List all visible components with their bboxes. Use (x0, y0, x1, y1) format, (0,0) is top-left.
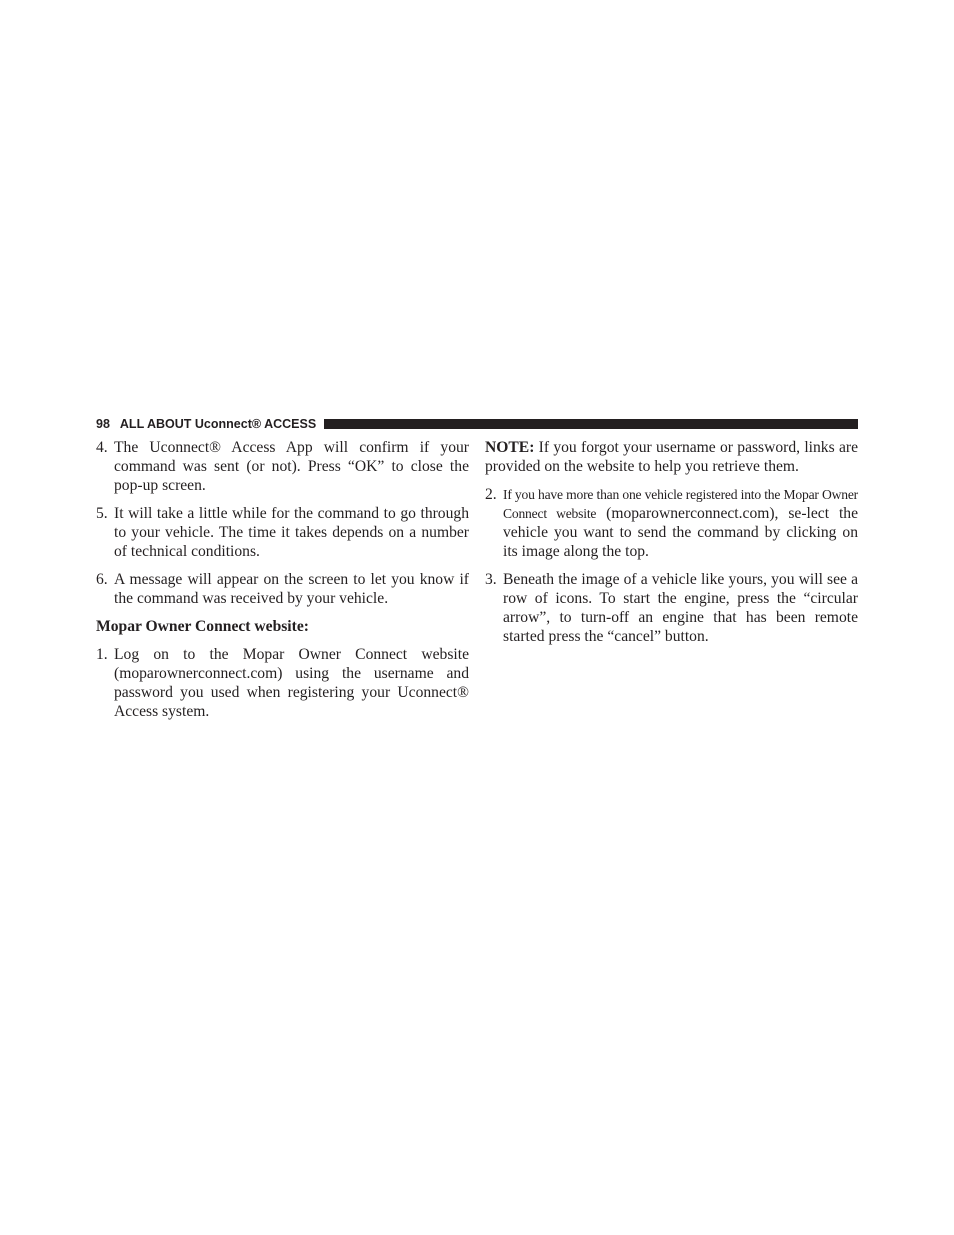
subheading: Mopar Owner Connect website: (96, 618, 309, 635)
note-label: NOTE: (485, 439, 535, 456)
header-rule (324, 419, 858, 429)
list-item-4 (96, 438, 469, 495)
left-column (96, 438, 469, 730)
list-text (503, 485, 858, 561)
list-number: 1. (96, 646, 108, 663)
list-item-5 (96, 504, 469, 561)
list-number: 5. (96, 505, 108, 522)
list-number: 6. (96, 571, 108, 588)
list-text: The Uconnect® Access App will confirm if your command was sent (or not). Press “OK” to close the pop-up screen. (114, 439, 469, 494)
list-number: 3. (485, 571, 497, 588)
list-text-rest: (moparownerconnect.com), se-lect the vehicle you want to send the command by clicking on its image along the top. (503, 505, 858, 560)
note-text: If you forgot your username or password, links are provided on the website to help you retrieve them. (485, 439, 858, 475)
list-item-6 (96, 570, 469, 608)
list-number: 2. (485, 486, 497, 503)
list-item-3 (485, 570, 858, 646)
page-number: 98 (96, 417, 110, 431)
list-text: Beneath the image of a vehicle like yours, you will see a row of icons. To start the engine, press the “circular arrow”, to turn-off an engine that has been remote started press the “cancel” button. (503, 571, 858, 645)
list-text: A message will appear on the screen to let you know if the command was received by your vehicle. (114, 571, 469, 607)
list-number: 4. (96, 439, 108, 456)
note-paragraph (485, 438, 858, 476)
list-text: Log on to the Mopar Owner Connect website (moparownerconnect.com) using the username and password you used when registering your Uconnect® Access system. (114, 646, 469, 720)
section-title: ALL ABOUT Uconnect® ACCESS (119, 417, 317, 431)
list-item-2 (485, 485, 858, 561)
list-text: It will take a little while for the command to go through to your vehicle. The time it takes depends on a number of technical conditions. (114, 505, 469, 560)
right-column (485, 438, 858, 655)
list-item-1 (96, 645, 469, 721)
list-text-condensed: If you have more than one vehicle registered into the Mopar Owner Connect website (503, 487, 858, 521)
page-header (96, 416, 858, 432)
